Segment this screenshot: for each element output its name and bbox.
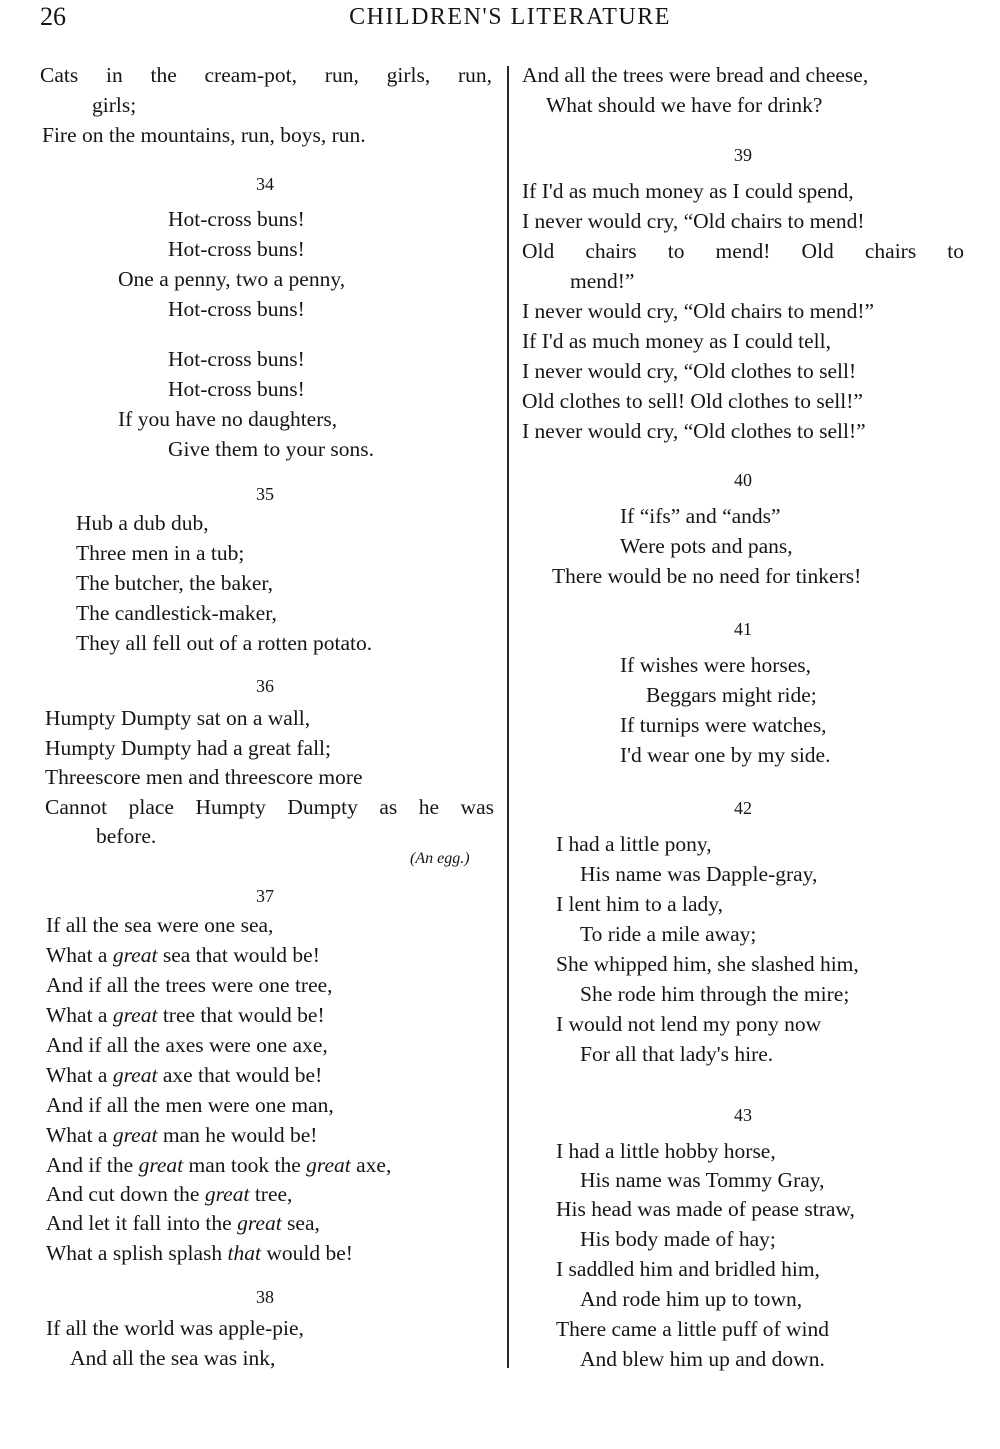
- rhyme-number: 43: [734, 1105, 752, 1125]
- verse-line: Old chairs to mend! Old chairs to: [522, 239, 964, 263]
- page-number: 26: [40, 2, 66, 31]
- verse-line: If wishes were horses,: [620, 653, 812, 677]
- verse-line: And all the sea was ink,: [70, 1346, 276, 1370]
- verse-line: mend!”: [570, 269, 635, 293]
- verse-line: Were pots and pans,: [620, 534, 793, 558]
- verse-line: To ride a mile away;: [580, 922, 757, 946]
- verse-line: If turnips were watches,: [620, 713, 827, 737]
- rhyme-number: 41: [734, 619, 752, 639]
- verse-line: There would be no need for tinkers!: [552, 564, 862, 588]
- verse-line: I never would cry, “Old clothes to sell!”: [522, 419, 866, 443]
- verse-line: Old clothes to sell! Old clothes to sell!”: [522, 389, 863, 413]
- verse-line: His name was Tommy Gray,: [580, 1168, 825, 1192]
- rhyme-number: 42: [734, 798, 752, 818]
- verse-line: What a great man he would be!: [46, 1123, 318, 1147]
- verse-line: Hot-cross buns!: [168, 347, 305, 371]
- verse-line: And blew him up and down.: [580, 1347, 825, 1371]
- verse-line: I'd wear one by my side.: [620, 743, 831, 767]
- verse-line: Threescore men and threescore more: [45, 765, 363, 789]
- verse-line: If “ifs” and “ands”: [620, 504, 781, 528]
- verse-line: I never would cry, “Old chairs to mend!”: [522, 299, 875, 323]
- verse-line: And all the trees were bread and cheese,: [522, 63, 869, 87]
- verse-line: If all the sea were one sea,: [46, 913, 274, 937]
- verse-line: Humpty Dumpty had a great fall;: [45, 736, 331, 760]
- verse-line: Hub a dub dub,: [76, 511, 209, 535]
- verse-line: If you have no daughters,: [118, 407, 338, 431]
- column-divider: [507, 66, 509, 1368]
- verse-line: Cannot place Humpty Dumpty as he was: [45, 795, 494, 819]
- verse-line: There came a little puff of wind: [556, 1317, 830, 1341]
- verse-line: And rode him up to town,: [580, 1287, 803, 1311]
- attribution: (An egg.): [410, 850, 470, 867]
- verse-line: Fire on the mountains, run, boys, run.: [42, 123, 366, 147]
- verse-line: What a great sea that would be!: [46, 943, 320, 967]
- verse-line: What should we have for drink?: [546, 93, 823, 117]
- verse-line: Hot-cross buns!: [168, 377, 305, 401]
- verse-line: before.: [96, 824, 157, 848]
- verse-line: If I'd as much money as I could tell,: [522, 329, 831, 353]
- verse-line: I saddled him and bridled him,: [556, 1257, 820, 1281]
- verse-line: I had a little pony,: [556, 832, 712, 856]
- verse-line: Hot-cross buns!: [168, 207, 305, 231]
- verse-line: Hot-cross buns!: [168, 237, 305, 261]
- verse-line: The candlestick-maker,: [76, 601, 277, 625]
- verse-line: And if all the axes were one axe,: [46, 1033, 328, 1057]
- verse-line: I never would cry, “Old clothes to sell!: [522, 359, 857, 383]
- verse-line: His body made of hay;: [580, 1227, 776, 1251]
- verse-line: She whipped him, she slashed him,: [556, 952, 859, 976]
- running-head: CHILDREN'S LITERATURE: [349, 4, 671, 30]
- verse-line: His head was made of pease straw,: [556, 1197, 855, 1221]
- verse-line: What a splish splash that would be!: [46, 1241, 353, 1265]
- verse-line: Hot-cross buns!: [168, 297, 305, 321]
- verse-line: She rode him through the mire;: [580, 982, 850, 1006]
- rhyme-number: 37: [256, 886, 274, 906]
- verse-line: I would not lend my pony now: [556, 1012, 822, 1036]
- verse-line: And if all the trees were one tree,: [46, 973, 333, 997]
- rhyme-number: 36: [256, 676, 274, 696]
- verse-line: What a great axe that would be!: [46, 1063, 323, 1087]
- verse-line: The butcher, the baker,: [76, 571, 274, 595]
- verse-line: I lent him to a lady,: [556, 892, 723, 916]
- verse-line: And if the great man took the great axe,: [46, 1153, 392, 1177]
- verse-line: And let it fall into the great sea,: [46, 1211, 320, 1235]
- verse-line: What a great tree that would be!: [46, 1003, 325, 1027]
- verse-line: They all fell out of a rotten potato.: [76, 631, 373, 655]
- verse-line: Give them to your sons.: [168, 437, 375, 461]
- verse-line: girls;: [92, 93, 137, 117]
- verse-line: Three men in a tub;: [76, 541, 245, 565]
- verse-line: I never would cry, “Old chairs to mend!: [522, 209, 865, 233]
- rhyme-number: 40: [734, 470, 752, 490]
- verse-line: Cats in the cream-pot, run, girls, run,: [40, 63, 492, 87]
- verse-line: And cut down the great tree,: [46, 1182, 293, 1206]
- verse-line: Beggars might ride;: [646, 683, 817, 707]
- verse-line: His name was Dapple-gray,: [580, 862, 818, 886]
- verse-line: I had a little hobby horse,: [556, 1139, 776, 1163]
- rhyme-number: 34: [256, 174, 274, 194]
- verse-line: For all that lady's hire.: [580, 1042, 774, 1066]
- verse-line: If I'd as much money as I could spend,: [522, 179, 854, 203]
- verse-line: And if all the men were one man,: [46, 1093, 334, 1117]
- rhyme-number: 38: [256, 1287, 274, 1307]
- rhyme-number: 39: [734, 145, 752, 165]
- verse-line: One a penny, two a penny,: [118, 267, 346, 291]
- verse-line: Humpty Dumpty sat on a wall,: [45, 706, 311, 730]
- rhyme-number: 35: [256, 484, 274, 504]
- verse-line: If all the world was apple-pie,: [46, 1316, 304, 1340]
